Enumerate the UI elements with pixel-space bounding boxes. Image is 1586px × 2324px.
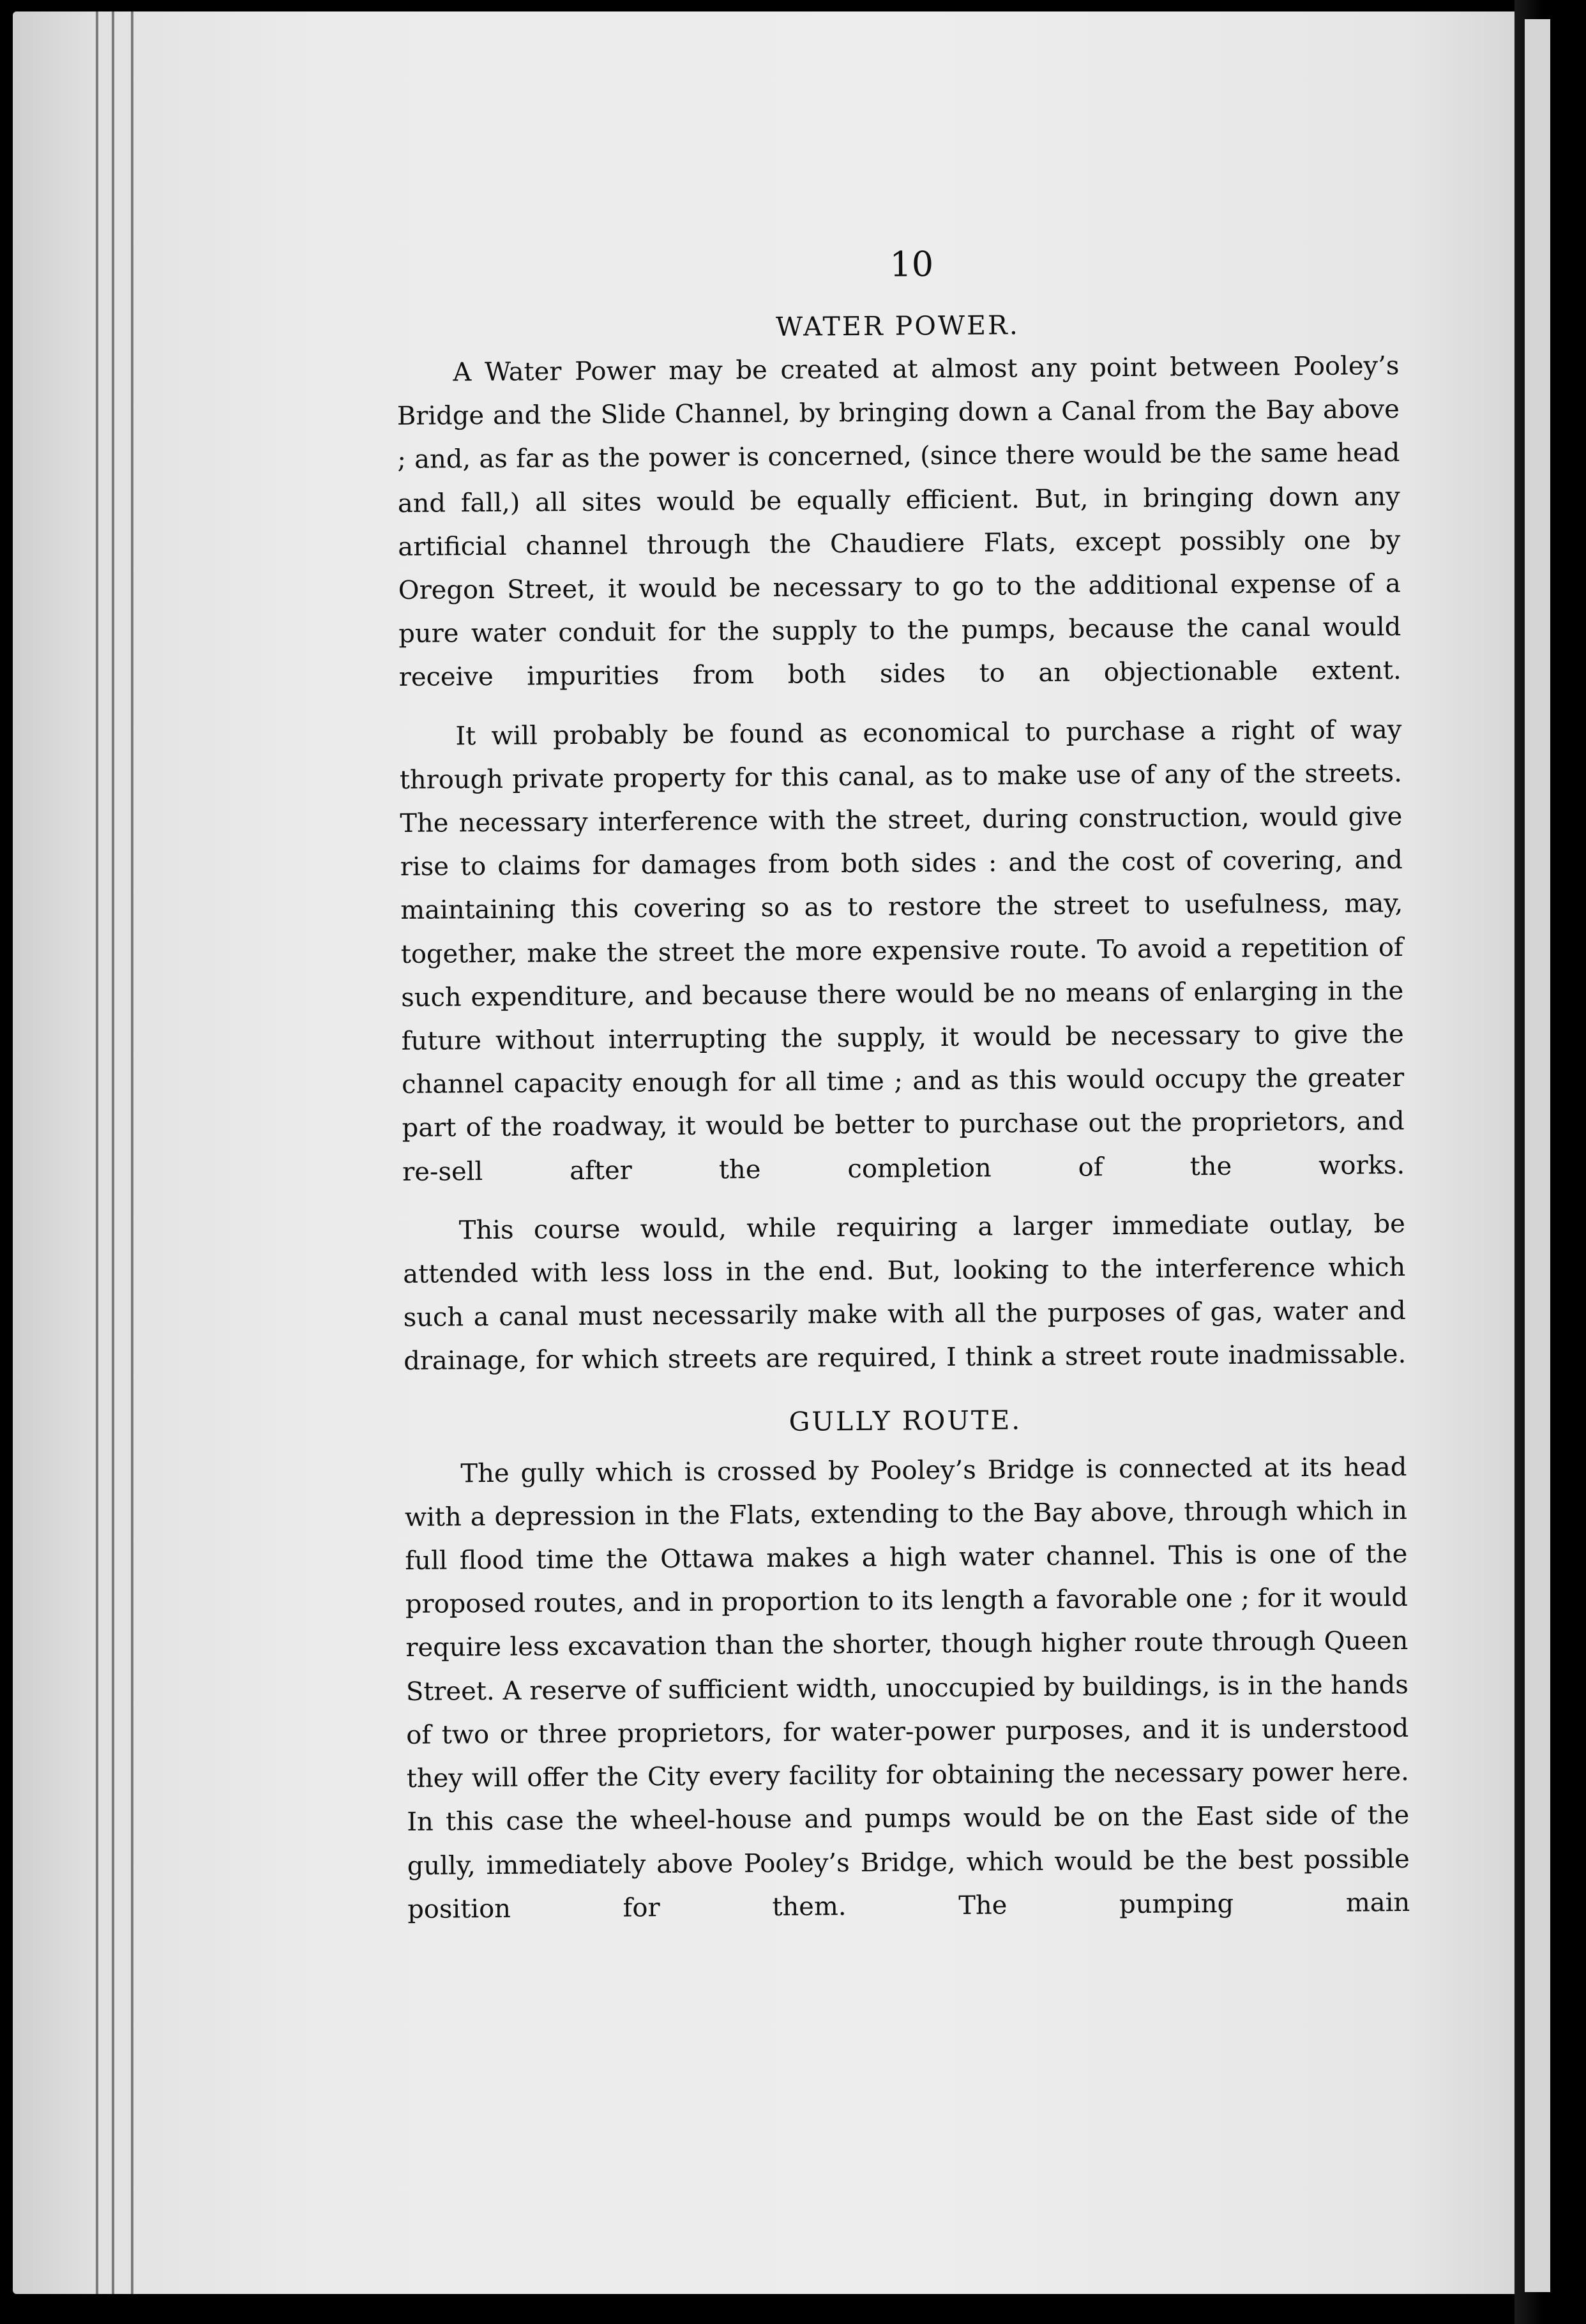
paragraph: A Water Power may be created at almost any point between Pooley’s Bridge and the Slide Channel, by bringing down a Canal from the Bay above ; and, as far as the power is concerned, (since there would be the same head and fall,) all sites would be equally efficient. But, in bringing down any artificial channel through the Chaudiere Flats, except possibly one by Oregon Street, it would be necessary to go to the additional expense of a pure water conduit for the supply to the pumps, because the canal would receive impurities from both sides to an objectionable extent. (396, 351, 1401, 693)
paragraph: It will probably be found as economical to purchase a right of way through private property for this canal, as to make use of any of the streets. The necessary interference with the street, during construction, would give rise to claims for damages from both sides : and the cost of covering, and maintaining this covering so as to restore the street to usefulness, may, together, make the street the more expensive route. To avoid a repetition of such expenditure, and because there would be no means of enlarging in the future without interrupting the supply, it would be necessary to give the channel capacity enough for all time ; and as this would occupy the greater part of the roadway, it would be better to purchase out the proprietors, and re-sell after the completion of the works. (399, 714, 1405, 1187)
paragraph: This course would, while requiring a larger immediate outlay, be attended with less loss in the end. But, looking to the interference which such a canal must necessarily make with all the purposes of gas, water and drainage, for which streets are required, I think a street route inadmissable. (403, 1209, 1407, 1377)
page-text-block (396, 236, 1410, 1931)
section-heading-gully-route: GULLY ROUTE. (789, 1404, 1022, 1437)
page-edge-line (96, 11, 98, 2294)
page-edge-line (131, 11, 133, 2294)
page-edge-line (112, 11, 114, 2294)
section-heading-water-power: WATER POWER. (775, 310, 1020, 342)
paragraph: The gully which is crossed by Pooley’s Bridge is connected at its head with a depression in the Flats, extending to the Bay above, through which in full flood time the Ottawa makes a high water channel. This is one of the proposed routes, and in proportion to its length a favorable one ; for it would require less excavation than the shorter, though higher route through Queen Street. A reserve of sufficient width, unoccupied by buildings, is in the hands of two or three proprietors, for water-power purposes, and it is understood they will offer the City every facility for obtaining the necessary power here. In this case the wheel-house and pumps would be on the East side of the gully, immediately above Pooley’s Bridge, which would be the best possible position for them. The pumping main (404, 1452, 1410, 1924)
adjacent-page-edge (1525, 19, 1550, 2292)
page-number: 10 (889, 244, 934, 285)
